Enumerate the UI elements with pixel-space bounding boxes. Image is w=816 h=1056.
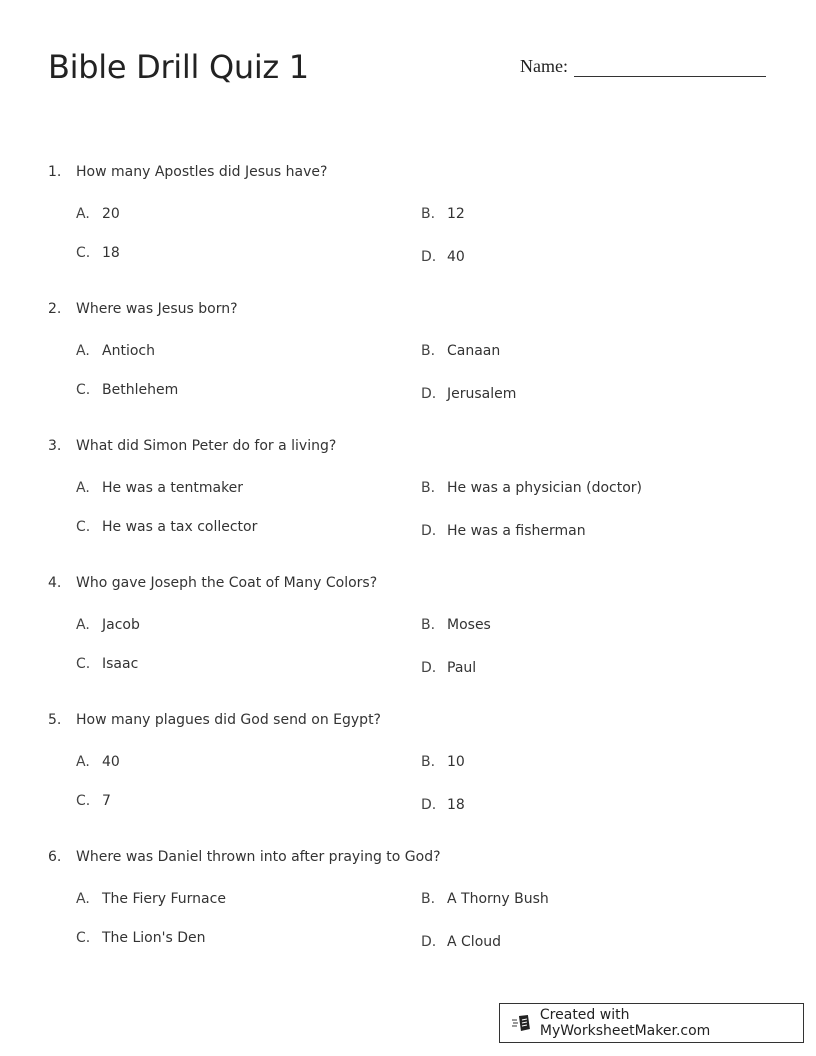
answer-option[interactable]: [76, 343, 155, 359]
option-text: Canaan: [447, 343, 501, 359]
option-letter: B.: [421, 891, 436, 907]
option-text: The Fiery Furnace: [102, 891, 226, 907]
option-letter: C.: [76, 382, 91, 398]
option-letter: B.: [421, 206, 436, 222]
footer-text: Created with MyWorksheetMaker.com: [539, 1007, 711, 1039]
answer-option[interactable]: [76, 480, 243, 496]
option-letter: B.: [421, 617, 436, 633]
question-text: How many plagues did God send on Egypt?: [76, 712, 381, 728]
option-text: Antioch: [102, 343, 155, 359]
option-text: 12: [447, 206, 465, 222]
option-text: Bethlehem: [102, 382, 179, 398]
footer-badge: [499, 1003, 804, 1043]
answer-option[interactable]: [76, 617, 140, 633]
answer-option[interactable]: [76, 930, 205, 946]
option-text: Paul: [447, 660, 477, 676]
answer-option[interactable]: [76, 519, 257, 535]
question: [48, 849, 768, 865]
answer-option[interactable]: [421, 523, 586, 539]
option-text: A Thorny Bush: [447, 891, 549, 907]
answer-option[interactable]: [76, 206, 120, 222]
answer-option[interactable]: [421, 754, 465, 770]
option-text: He was a tentmaker: [102, 480, 244, 496]
option-text: Jerusalem: [447, 386, 517, 402]
option-letter: A.: [76, 480, 90, 496]
answer-option[interactable]: [421, 480, 642, 496]
option-letter: C.: [76, 245, 91, 261]
option-text: He was a fisherman: [447, 523, 586, 539]
question: [48, 575, 768, 591]
option-text: Isaac: [102, 656, 139, 672]
name-blank-line[interactable]: [574, 54, 766, 77]
option-text: 10: [447, 754, 465, 770]
question: [48, 438, 768, 454]
option-letter: B.: [421, 480, 436, 496]
option-letter: A.: [76, 206, 90, 222]
option-letter: D.: [421, 660, 437, 676]
answer-option[interactable]: [421, 934, 501, 950]
option-text: 20: [102, 206, 120, 222]
question-number: 6.: [48, 849, 62, 865]
option-letter: A.: [76, 754, 90, 770]
option-text: 18: [447, 797, 465, 813]
answer-option[interactable]: [76, 754, 120, 770]
option-letter: C.: [76, 519, 91, 535]
name-label: Name:: [520, 56, 568, 76]
option-letter: B.: [421, 754, 436, 770]
question-number: 1.: [48, 164, 62, 180]
question-text: Where was Daniel thrown into after praying to God?: [76, 849, 441, 865]
option-text: Jacob: [102, 617, 140, 633]
option-letter: A.: [76, 617, 90, 633]
question-number: 4.: [48, 575, 62, 591]
name-field: [520, 54, 766, 77]
option-letter: A.: [76, 891, 90, 907]
answer-option[interactable]: [76, 793, 111, 809]
option-letter: D.: [421, 386, 437, 402]
question-number: 5.: [48, 712, 62, 728]
option-text: He was a tax collector: [102, 519, 258, 535]
option-text: 7: [102, 793, 111, 809]
worksheet-logo-icon: [512, 1014, 532, 1032]
option-letter: C.: [76, 656, 91, 672]
question-text: Where was Jesus born?: [76, 301, 238, 317]
answer-option[interactable]: [76, 891, 226, 907]
option-text: 40: [102, 754, 120, 770]
option-text: The Lion's Den: [102, 930, 206, 946]
question-text: How many Apostles did Jesus have?: [76, 164, 328, 180]
answer-option[interactable]: [76, 245, 120, 261]
option-letter: A.: [76, 343, 90, 359]
page-title: Bible Drill Quiz 1: [48, 48, 309, 86]
answer-option[interactable]: [421, 617, 491, 633]
option-text: 40: [447, 249, 465, 265]
question: [48, 301, 768, 317]
answer-option[interactable]: [421, 249, 465, 265]
option-text: 18: [102, 245, 120, 261]
question: [48, 712, 768, 728]
option-text: He was a physician (doctor): [447, 480, 642, 496]
answer-option[interactable]: [421, 660, 476, 676]
answer-option[interactable]: [76, 382, 178, 398]
answer-option[interactable]: [421, 343, 500, 359]
answer-option[interactable]: [421, 797, 465, 813]
question-text: What did Simon Peter do for a living?: [76, 438, 337, 454]
option-letter: C.: [76, 793, 91, 809]
answer-option[interactable]: [76, 656, 138, 672]
option-text: Moses: [447, 617, 491, 633]
option-letter: D.: [421, 934, 437, 950]
answer-option[interactable]: [421, 386, 516, 402]
option-letter: D.: [421, 523, 437, 539]
question: [48, 164, 768, 180]
option-letter: D.: [421, 797, 437, 813]
option-letter: D.: [421, 249, 437, 265]
question-text: Who gave Joseph the Coat of Many Colors?: [76, 575, 378, 591]
question-number: 3.: [48, 438, 62, 454]
answer-option[interactable]: [421, 891, 549, 907]
option-letter: B.: [421, 343, 436, 359]
answer-option[interactable]: [421, 206, 465, 222]
option-letter: C.: [76, 930, 91, 946]
option-text: A Cloud: [447, 934, 502, 950]
question-number: 2.: [48, 301, 62, 317]
